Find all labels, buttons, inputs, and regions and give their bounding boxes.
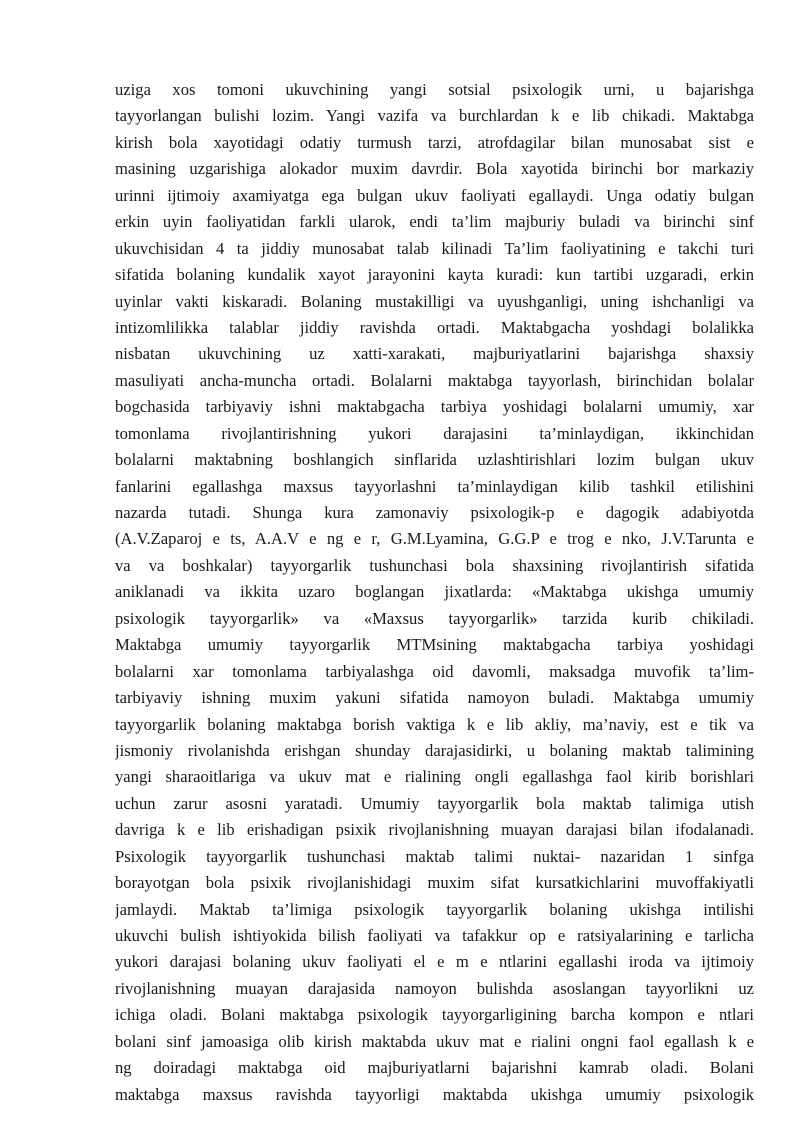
text-line: masuliyati ancha-muncha ortadi. Bolalarni maktabga tayyorlash, birinchidan bolalar (115, 370, 754, 390)
text-line: maktabga maxsus ravishda tayyorligi maktabda ukishga umumiy psixologik (115, 1084, 754, 1104)
text-line: tayyorgarlik bolaning maktabga borish vaktiga k e lib akliy, ma’naviy, est e tik va (115, 714, 754, 734)
text-line: Psixologik tayyorgarlik tushunchasi maktab talimi nuktai- nazaridan 1 sinfga (115, 846, 754, 866)
text-line: sifatida bolaning kundalik xayot jarayonini kayta kuradi: kun tartibi uzgaradi, erkin (115, 265, 754, 285)
document-body (115, 77, 754, 1108)
text-line: bogchasida tarbiyaviy ishni maktabgacha tarbiya yoshidagi bolalarni umumiy, xar (115, 397, 754, 417)
text-line: ukuvchi bulish ishtiyokida bilish faoliyati va tafakkur op e ratsiyalarining e tarlicha (115, 926, 754, 945)
text-line: tarbiyaviy ishning muxim yakuni sifatida namoyon buladi. Maktabga umumiy (115, 688, 754, 708)
text-line: uyinlar vakti kiskaradi. Bolaning mustakilligi va uyushganligi, uning ishchanligi va (115, 291, 754, 311)
text-line: urinni ijtimoiy axamiyatga ega bulgan ukuv faoliyati egallaydi. Unga odatiy bulgan (115, 185, 754, 205)
text-line: jismoniy rivolanishda erishgan shunday darajasidirki, u bolaning maktab talimining (115, 740, 754, 760)
text-line: uziga xos tomoni ukuvchining yangi sotsial psixologik urni, u bajarishga (115, 80, 754, 99)
text-line: va va boshkalar) tayyorgarlik tushunchasi bola shaxsining rivojlantirish sifatida (115, 555, 754, 575)
text-line: ichiga oladi. Bolani maktabga psixologik tayyorgarligining barcha kompon e ntlari (115, 1005, 754, 1025)
text-line: tayyorlangan bulishi lozim. Yangi vazifa va burchlardan k e lib chikadi. Maktabga (115, 106, 754, 126)
text-line: bolalarni maktabning boshlangich sinflarida uzlashtirishlari lozim bulgan ukuv (115, 450, 754, 470)
text-line: jamlaydi. Maktab ta’limiga psixologik tayyorgarlik bolaning ukishga intilishi (115, 899, 754, 919)
text-line: borayotgan bola psixik rivojlanishidagi muxim sifat kursatkichlarini muvoffakiyatli (115, 873, 754, 893)
text-line: masining uzgarishiga alokador muxim davrdir. Bola xayotida birinchi bor markaziy (115, 159, 754, 179)
text-line: ukuvchisidan 4 ta jiddiy munosabat talab kilinadi Ta’lim faoliyatining e takchi turi (115, 238, 754, 258)
text-line: psixologik tayyorgarlik» va «Maxsus tayyorgarlik» tarzida kurib chikiladi. (115, 608, 754, 628)
text-line: fanlarini egallashga maxsus tayyorlashni ta’minlaydigan kilib tashkil etilishini (115, 476, 754, 496)
text-line: bolalarni xar tomonlama tarbiyalashga oid davomli, maksadga muvofik ta’lim- (115, 661, 754, 681)
text-line: Maktabga umumiy tayyorgarlik MTMsining maktabgacha tarbiya yoshidagi (115, 635, 754, 655)
text-line: rivojlanishning muayan darajasida namoyon bulishda asoslangan tayyorlikni uz (115, 978, 754, 998)
text-line: kirish bola xayotidagi odatiy turmush tarzi, atrofdagilar bilan munosabat sist e (115, 132, 754, 152)
text-line: yukori darajasi bolaning ukuv faoliyati el e m e ntlarini egallashi iroda va ijtimoiy (115, 952, 754, 972)
text-line: uchun zarur asosni yaratadi. Umumiy tayyorgarlik bola maktab talimiga utish (115, 793, 754, 813)
text-line: erkin uyin faoliyatidan farkli ularok, endi ta’lim majburiy buladi va birinchi sinf (115, 212, 754, 232)
text-line: nazarda tutadi. Shunga kura zamonaviy psixologik-p e dagogik adabiyotda (115, 503, 754, 522)
text-line: yangi sharaoitlariga va ukuv mat e rialining ongli egallashga faol kirib borishlari (115, 767, 754, 787)
text-line: ng doiradagi maktabga oid majburiyatlarni bajarishni kamrab oladi. Bolani (115, 1058, 754, 1078)
text-line: nisbatan ukuvchining uz xatti-xarakati, majburiyatlarini bajarishga shaxsiy (115, 344, 754, 364)
text-line: tomonlama rivojlantirishning yukori darajasini ta’minlaydigan, ikkinchidan (115, 423, 754, 443)
text-line: bolani sinf jamoasiga olib kirish maktabda ukuv mat e rialini ongni faol egallash k e (115, 1031, 754, 1051)
document-page (115, 77, 754, 1108)
text-line: (A.V.Zaparoj e ts, A.A.V e ng e r, G.M.Lyamina, G.G.P e trog e nko, J.V.Tarunta e (115, 529, 754, 549)
text-line: davriga k e lib erishadigan psixik rivojlanishning muayan darajasi bilan ifodalanadi. (115, 820, 754, 840)
text-line: aniklanadi va ikkita uzaro boglangan jixatlarda: «Maktabga ukishga umumiy (115, 582, 754, 602)
text-line: intizomlilikka talablar jiddiy ravishda ortadi. Maktabgacha yoshdagi bolalikka (115, 317, 754, 337)
